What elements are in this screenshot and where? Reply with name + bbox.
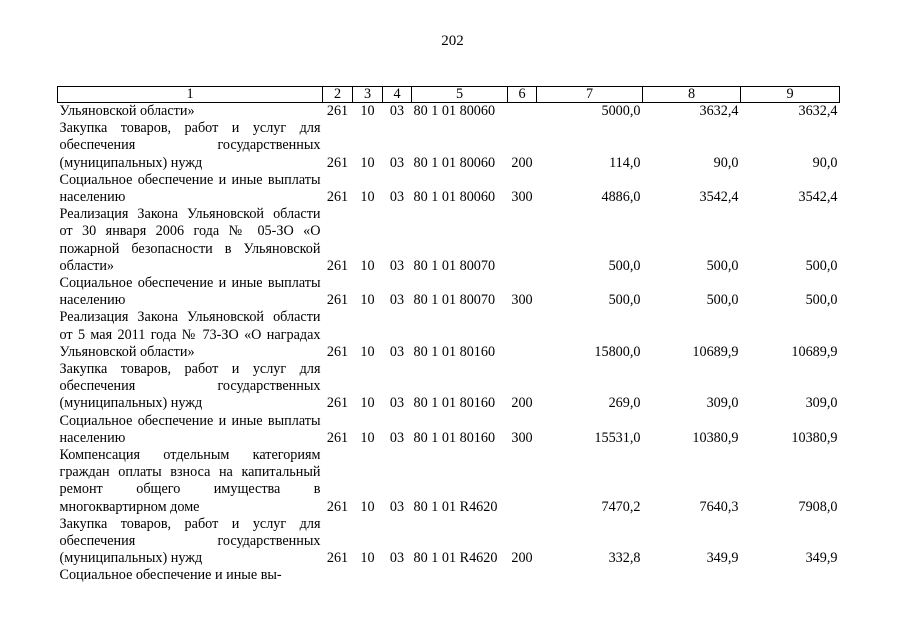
row-amount-col8: 3632,4 — [699, 103, 739, 119]
row-target-article: 80 1 01 80070 — [413, 292, 496, 309]
row-amount-col7: 5000,0 — [601, 103, 641, 119]
header-row — [58, 87, 840, 103]
row-name: Социальное обеспечение и иные выплаты населению — [59, 171, 321, 206]
row-section: 10 — [360, 395, 375, 412]
row-name: Социальное обеспечение и иные выплаты населению — [59, 412, 321, 446]
header-col-6: 6 — [508, 87, 537, 103]
row-section — [353, 567, 383, 584]
row-section: 10 — [360, 189, 375, 206]
row-name: Закупка товаров, работ и услуг для обеспечения государственных (муниципальных) нужд — [59, 361, 321, 412]
row-expense-type — [508, 206, 537, 275]
row-expense-type: 200 — [511, 550, 533, 567]
row-amount-col8 — [643, 567, 741, 584]
row-subsection: 03 — [389, 550, 405, 567]
row-amount-col8: 349,9 — [706, 550, 739, 567]
row-target-article: 80 1 01 R4620 — [413, 550, 498, 567]
row-admin-code: 261 — [326, 189, 349, 206]
row-target-article: 80 1 01 80160 — [413, 429, 496, 446]
row-section: 10 — [360, 154, 375, 171]
row-subsection: 03 — [389, 395, 405, 412]
row-amount-col7: 500,0 — [608, 292, 641, 309]
row-target-article: 80 1 01 80060 — [413, 154, 496, 171]
row-expense-type: 300 — [511, 429, 533, 446]
row-expense-type: 200 — [511, 395, 533, 412]
row-admin-code: 261 — [326, 292, 349, 309]
row-amount-col7: 500,0 — [608, 257, 641, 274]
table-body — [58, 103, 840, 585]
row-amount-col7: 114,0 — [609, 154, 641, 171]
row-subsection: 03 — [389, 103, 405, 119]
row-section: 10 — [360, 257, 375, 274]
row-expense-type — [508, 103, 537, 121]
header-col-9: 9 — [741, 87, 840, 103]
table-row — [58, 120, 840, 172]
row-amount-col9: 309,0 — [805, 395, 838, 412]
row-admin-code — [323, 567, 353, 584]
table-row — [58, 413, 840, 447]
row-admin-code: 261 — [326, 257, 349, 274]
table-row — [58, 447, 840, 516]
row-admin-code: 261 — [326, 498, 349, 515]
row-section: 10 — [360, 103, 375, 119]
row-target-article: 80 1 01 R4620 — [413, 498, 498, 515]
row-amount-col9: 3542,4 — [798, 189, 838, 206]
header-col-7: 7 — [537, 87, 643, 103]
header-col-2: 2 — [323, 87, 353, 103]
table-header — [58, 87, 840, 103]
row-expense-type — [508, 447, 537, 516]
header-col-3: 3 — [353, 87, 383, 103]
header-col-4: 4 — [383, 87, 412, 103]
row-expense-type — [508, 567, 537, 584]
row-admin-code: 261 — [326, 550, 349, 567]
header-col-8: 8 — [643, 87, 741, 103]
table-row — [58, 567, 840, 584]
row-name: Закупка товаров, работ и услуг для обеспечения государственных (муниципальных) нужд — [59, 120, 321, 171]
row-name: Социальное обеспечение и иные вы- — [59, 567, 282, 584]
row-target-article: 80 1 01 80060 — [413, 189, 496, 206]
row-amount-col9: 500,0 — [805, 257, 838, 274]
row-admin-code: 261 — [326, 154, 349, 171]
row-amount-col8: 10689,9 — [692, 343, 739, 360]
row-target-article: 80 1 01 80160 — [413, 395, 496, 412]
row-expense-type: 200 — [511, 154, 533, 171]
row-subsection: 03 — [389, 257, 405, 274]
row-amount-col9: 7908,0 — [798, 498, 838, 515]
row-admin-code: 261 — [326, 395, 349, 412]
row-amount-col9: 349,9 — [805, 550, 838, 567]
row-name: Компенсация отдельным категориям граждан оплаты взноса на капитальный ремонт общего имущества в многоквартирном доме — [59, 447, 321, 515]
table-row — [58, 516, 840, 568]
table-row — [58, 206, 840, 275]
table-row — [58, 361, 840, 413]
row-amount-col8: 500,0 — [706, 292, 739, 309]
row-subsection: 03 — [389, 189, 405, 206]
table-row — [58, 103, 840, 121]
row-section: 10 — [360, 343, 375, 360]
header-col-1: 1 — [58, 87, 323, 103]
row-amount-col7: 332,8 — [608, 550, 641, 567]
row-amount-col9: 90,0 — [812, 154, 838, 171]
row-target-article — [412, 567, 508, 584]
page-number: 202 — [441, 33, 464, 49]
row-name: Реализация Закона Ульяновской области от 30 января 2006 года № 05-ЗО «О пожарной безопасности в Ульяновской области» — [59, 206, 321, 274]
row-target-article: 80 1 01 80060 — [413, 103, 496, 119]
row-section: 10 — [360, 498, 375, 515]
row-subsection: 03 — [389, 292, 405, 309]
row-amount-col9: 10380,9 — [791, 429, 838, 446]
row-subsection: 03 — [389, 429, 405, 446]
row-amount-col7: 15800,0 — [594, 343, 641, 360]
table-row — [58, 172, 840, 206]
row-name: Ульяновской области» — [59, 103, 195, 119]
row-expense-type: 300 — [511, 292, 533, 309]
row-amount-col8: 309,0 — [706, 395, 739, 412]
row-amount-col9: 10689,9 — [791, 343, 838, 360]
budget-table — [57, 86, 840, 585]
row-name: Реализация Закона Ульяновской области от 5 мая 2011 года № 73-ЗО «О наградах Ульяновской области» — [59, 309, 321, 360]
table-row — [58, 309, 840, 361]
table-row — [58, 275, 840, 309]
row-amount-col8: 90,0 — [713, 154, 739, 171]
row-target-article: 80 1 01 80070 — [413, 257, 496, 274]
row-section: 10 — [360, 429, 375, 446]
row-expense-type — [508, 309, 537, 361]
row-name: Социальное обеспечение и иные выплаты населению — [59, 275, 321, 309]
row-amount-col7: 15531,0 — [594, 429, 641, 446]
row-subsection: 03 — [389, 154, 405, 171]
row-target-article: 80 1 01 80160 — [413, 343, 496, 360]
row-amount-col8: 7640,3 — [699, 498, 739, 515]
row-section: 10 — [360, 292, 375, 309]
row-section: 10 — [360, 550, 375, 567]
row-amount-col7 — [537, 567, 643, 584]
row-admin-code: 261 — [326, 103, 349, 119]
row-amount-col9: 3632,4 — [798, 103, 838, 119]
row-expense-type: 300 — [511, 189, 533, 206]
row-amount-col9: 500,0 — [805, 292, 838, 309]
header-col-5: 5 — [412, 87, 508, 103]
row-amount-col7: 269,0 — [608, 395, 641, 412]
row-amount-col8: 10380,9 — [692, 429, 739, 446]
row-amount-col9 — [741, 567, 840, 584]
row-name: Закупка товаров, работ и услуг для обеспечения государственных (муниципальных) нужд — [59, 515, 321, 567]
row-amount-col7: 4886,0 — [601, 189, 641, 206]
row-amount-col7: 7470,2 — [601, 498, 641, 515]
row-subsection: 03 — [389, 343, 405, 360]
row-admin-code: 261 — [326, 343, 349, 360]
row-amount-col8: 500,0 — [706, 257, 739, 274]
row-admin-code: 261 — [326, 429, 349, 446]
row-subsection — [383, 567, 412, 584]
row-subsection: 03 — [389, 498, 405, 515]
row-amount-col8: 3542,4 — [699, 189, 739, 206]
